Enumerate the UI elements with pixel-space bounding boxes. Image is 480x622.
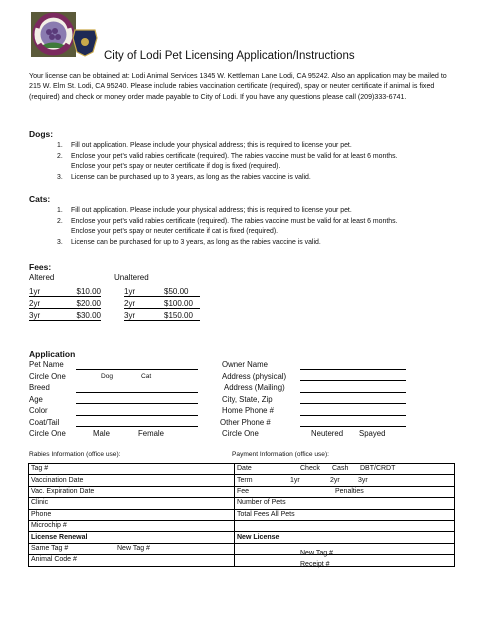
same-tag-cell[interactable]	[29, 543, 235, 554]
license-renewal-cell	[29, 532, 235, 543]
dog-option[interactable]: Dog	[101, 373, 114, 380]
cats-instructions-list	[57, 206, 457, 246]
receipt-cell[interactable]	[235, 555, 455, 569]
list-item: License can be purchased up to 3 years, as long as the rabies vaccine is valid.	[71, 173, 311, 181]
rabies-info-heading: Rabies Information (office use):	[29, 451, 121, 458]
home-phone-field[interactable]	[300, 415, 406, 416]
address-physical-label: Address (physical)	[222, 372, 287, 381]
fee-price: $100.00	[164, 299, 193, 308]
fee-row-altered	[29, 287, 101, 297]
list-item: Fill out application. Please include your physical address; this is required to license your pet.	[71, 207, 352, 214]
fee-term: 3yr	[29, 311, 41, 320]
circle-one-label: Circle One	[222, 429, 259, 438]
term-1yr-option[interactable]: 1yr	[290, 476, 300, 484]
table-row	[29, 520, 455, 531]
table-row	[29, 532, 455, 543]
table-row	[29, 509, 455, 520]
phone-label: Phone	[31, 510, 52, 518]
tag-cell[interactable]	[29, 464, 235, 475]
cat-option[interactable]: Cat	[141, 373, 152, 380]
neutered-option[interactable]: Neutered	[311, 429, 344, 438]
list-item: Enclose your pet’s valid rabies certificate (required). The rabies vaccine must be valid for at least 6 months.	[71, 218, 398, 225]
microchip-cell[interactable]	[29, 520, 235, 531]
unaltered-label: Unaltered	[114, 273, 149, 282]
intro-paragraph: Your license can be obtained at: Lodi Animal Services 1345 W. Kettleman Lane Lodi, CA 95242. Also an application may be mailed to 215 W. Elm St. Lodi, CA 95240. Please include rabies vaccination certificate (required), spay or neuter certificate if animal is fixed (required) and check or money order made payable to City of Lodi. If you have any questions please call (209)333-6741.	[29, 72, 447, 101]
list-number: 1.	[57, 142, 63, 149]
animal-code-label: Animal Code #	[31, 556, 77, 564]
fee-label: Fee	[237, 487, 250, 495]
page-title: City of Lodi Pet Licensing Application/Instructions	[104, 50, 355, 62]
term-3yr-option[interactable]: 3yr	[358, 476, 368, 484]
list-number: 1.	[57, 207, 63, 214]
tag-label: Tag #	[31, 465, 49, 473]
color-label: Color	[29, 406, 48, 415]
fee-term: 2yr	[29, 299, 41, 308]
female-option[interactable]: Female	[138, 429, 164, 438]
total-fees-label: Total Fees All Pets	[237, 510, 295, 518]
receipt-label: Receipt #	[300, 561, 330, 569]
fee-term: 1yr	[124, 287, 136, 296]
breed-field[interactable]	[76, 392, 198, 393]
fee-price: $150.00	[164, 311, 193, 320]
new-tag-label: New Tag #	[117, 544, 150, 552]
number-of-pets-label: Number of Pets	[237, 499, 286, 507]
coat-tail-field[interactable]	[76, 426, 198, 427]
color-field[interactable]	[76, 415, 198, 416]
office-use-table	[28, 463, 455, 567]
circle-one-label: Circle One	[29, 429, 66, 438]
home-phone-label: Home Phone #	[222, 406, 275, 415]
list-item-continuation: Enclose your pet’s spay or neuter certificate if dog is fixed (required).	[71, 162, 281, 170]
table-row	[29, 543, 455, 554]
fee-cell[interactable]	[235, 486, 455, 497]
vac-expiration-label: Vac. Expiration Date	[31, 487, 95, 495]
new-license-tag-cell[interactable]	[235, 543, 455, 557]
list-number: 3.	[57, 173, 63, 181]
fee-row-unaltered	[124, 287, 200, 297]
city-of-lodi-seal-logo	[31, 12, 101, 68]
term-cell[interactable]	[235, 475, 455, 486]
list-number: 2.	[57, 218, 63, 225]
address-mailing-label: Address (Mailing)	[224, 383, 285, 392]
altered-label: Altered	[29, 273, 55, 282]
vaccination-date-label: Vaccination Date	[31, 476, 84, 484]
pet-name-label: Pet Name	[29, 360, 64, 369]
age-field[interactable]	[76, 403, 198, 404]
debit-credit-option[interactable]: DBT/CRDT	[360, 465, 396, 473]
city-state-zip-label: City, State, Zip	[222, 395, 273, 404]
vac-expiration-cell[interactable]	[29, 486, 235, 497]
phone-cell[interactable]	[29, 509, 235, 520]
vaccination-date-cell[interactable]	[29, 475, 235, 486]
fee-term: 1yr	[29, 287, 41, 296]
dogs-heading: Dogs:	[29, 129, 54, 139]
cash-option[interactable]: Cash	[332, 465, 349, 473]
dogs-instructions-list	[57, 141, 457, 181]
number-of-pets-cell[interactable]	[235, 498, 455, 509]
new-tag-label: New Tag #	[300, 549, 333, 557]
city-state-zip-field[interactable]	[300, 403, 406, 404]
penalties-label: Penalties	[335, 487, 364, 495]
list-number: 2.	[57, 153, 63, 160]
fee-row-altered	[29, 299, 101, 309]
animal-code-cell[interactable]	[29, 555, 235, 566]
microchip-label: Microchip #	[31, 522, 67, 530]
owner-name-field[interactable]	[300, 369, 406, 370]
table-row	[29, 475, 455, 486]
list-item-continuation: Enclose your pet’s spay or neuter certificate if cat is fixed (required).	[71, 227, 279, 235]
license-renewal-label: License Renewal	[31, 533, 88, 541]
cats-heading: Cats:	[29, 194, 51, 204]
term-2yr-option[interactable]: 2yr	[330, 476, 340, 484]
address-mailing-field[interactable]	[300, 392, 406, 393]
breed-label: Breed	[29, 383, 50, 392]
fee-row-unaltered	[124, 299, 200, 309]
coat-tail-label: Coat/Tail	[29, 418, 60, 427]
total-fees-cell[interactable]	[235, 509, 455, 520]
list-item: License can be purchased for up to 3 years, as long as the rabies vaccine is valid.	[71, 238, 321, 246]
same-tag-label: Same Tag #	[31, 544, 69, 552]
table-row	[29, 555, 455, 566]
application-heading: Application	[29, 349, 76, 359]
list-item: Fill out application. Please include your physical address; this is required to license your pet.	[71, 142, 352, 149]
payment-info-heading: Payment Information (office use):	[232, 451, 329, 458]
other-phone-field[interactable]	[300, 426, 406, 427]
owner-name-label: Owner Name	[222, 360, 268, 369]
table-row	[29, 486, 455, 497]
fee-price: $20.00	[76, 299, 101, 308]
circle-one-label: Circle One	[29, 372, 66, 381]
check-option[interactable]: Check	[300, 465, 320, 473]
date-label: Date	[237, 465, 252, 473]
fee-term: 2yr	[124, 299, 136, 308]
fee-price: $10.00	[76, 287, 101, 296]
fee-price: $30.00	[76, 311, 101, 320]
new-license-label: New License	[237, 533, 280, 541]
empty-cell[interactable]	[235, 520, 455, 531]
list-number: 3.	[57, 238, 63, 246]
new-license-cell	[235, 532, 455, 543]
pet-name-field[interactable]	[76, 369, 198, 370]
date-cell[interactable]	[235, 464, 455, 475]
address-physical-field[interactable]	[300, 380, 406, 381]
spayed-option[interactable]: Spayed	[359, 429, 386, 438]
list-item: Enclose your pet’s valid rabies certificate (required). The rabies vaccine must be valid for at least 6 months.	[71, 153, 398, 160]
age-label: Age	[29, 395, 43, 404]
other-phone-label: Other Phone #	[220, 418, 271, 427]
fee-row-unaltered	[124, 311, 200, 321]
fee-term: 3yr	[124, 311, 136, 320]
male-option[interactable]: Male	[93, 429, 110, 438]
clinic-label: Clinic	[31, 499, 49, 507]
table-row	[29, 464, 455, 475]
term-label: Term	[237, 476, 253, 484]
fees-heading: Fees:	[29, 262, 52, 272]
table-row	[29, 498, 455, 509]
fee-price: $50.00	[164, 287, 189, 296]
fee-row-altered	[29, 311, 101, 321]
clinic-cell[interactable]	[29, 498, 235, 509]
